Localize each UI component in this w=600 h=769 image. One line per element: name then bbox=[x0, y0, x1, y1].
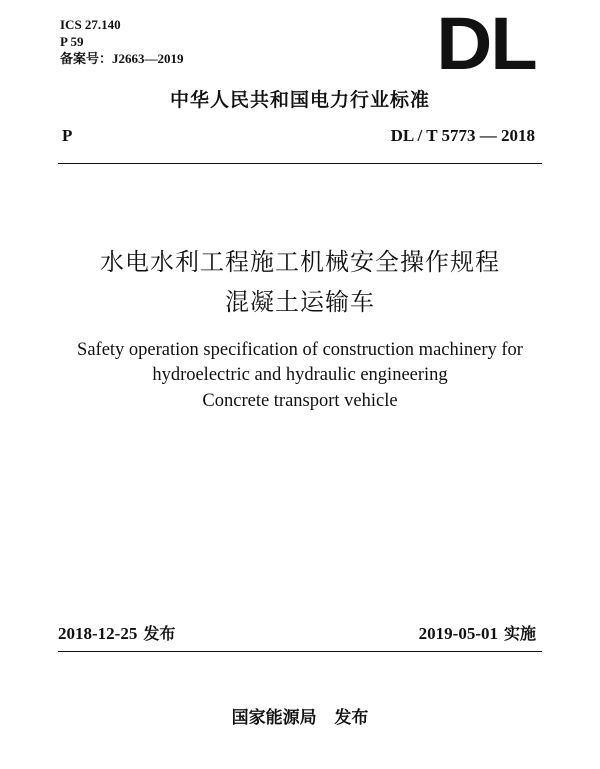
classification-code: P 59 bbox=[60, 34, 84, 49]
english-title-line-2: hydroelectric and hydraulic engineering bbox=[152, 365, 448, 385]
implement-info bbox=[419, 622, 536, 646]
english-title-line-3: Concrete transport vehicle bbox=[202, 391, 398, 411]
english-title-line-1: Safety operation specification of construction machinery for bbox=[77, 340, 523, 360]
chinese-title-line-1: 水电水利工程施工机械安全操作规程 bbox=[100, 248, 500, 276]
chinese-title-line-2: 混凝土运输车 bbox=[225, 288, 375, 316]
release-label: 发布 bbox=[143, 624, 176, 643]
dl-logo: DL bbox=[436, 2, 536, 85]
standard-code: DL / T 5773 — 2018 bbox=[390, 126, 535, 145]
release-date: 2018-12-25 bbox=[58, 624, 138, 643]
record-number: 备案号：J2663—2019 bbox=[60, 51, 184, 66]
standard-category-title: 中华人民共和国电力行业标准 bbox=[169, 89, 430, 111]
top-divider bbox=[58, 163, 542, 164]
implement-label: 实施 bbox=[503, 624, 536, 643]
implement-date: 2019-05-01 bbox=[418, 624, 498, 643]
ics-code: ICS 27.140 bbox=[60, 17, 121, 32]
release-info bbox=[58, 622, 175, 646]
bottom-divider bbox=[58, 651, 542, 652]
category-letter: P bbox=[62, 126, 73, 145]
publisher: 国家能源局 发布 bbox=[231, 708, 369, 728]
